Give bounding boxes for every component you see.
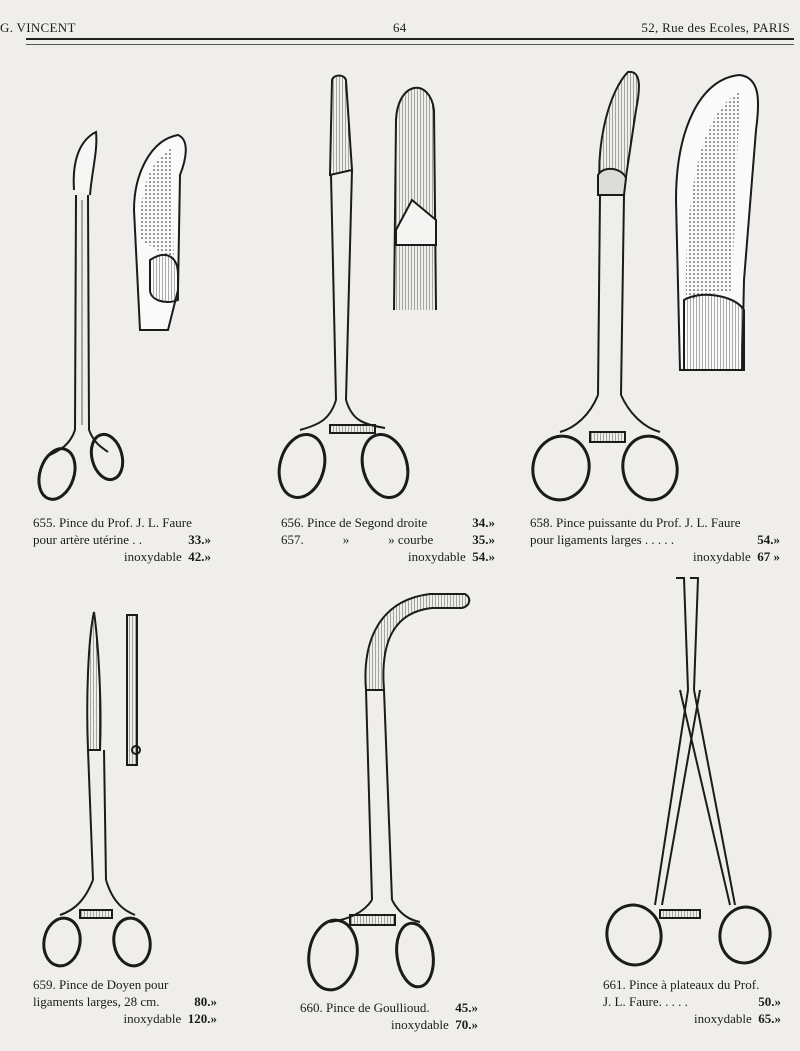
price-660: 45.» — [455, 1000, 478, 1015]
caption-660-line2: inoxydable — [390, 1017, 449, 1032]
caption-656 — [281, 514, 495, 565]
price-659-inox: 120.» — [187, 1011, 217, 1026]
header-right: 52, Rue des Ecoles, PARIS — [641, 20, 790, 35]
caption-657-text: » courbe — [388, 532, 434, 547]
caption-659 — [33, 976, 217, 1027]
caption-655 — [33, 514, 211, 565]
caption-658-line1: 658. Pince puissante du Prof. J. L. Faure — [530, 515, 741, 530]
caption-658-line3: inoxydable — [692, 549, 751, 564]
price-656: 34.» — [472, 515, 495, 530]
caption-655-line2: pour artère utérine . . — [33, 532, 143, 547]
price-658-inox: 67 » — [757, 549, 780, 564]
caption-658-line2: pour ligaments larges . . . . . — [530, 532, 675, 547]
price-659: 80.» — [194, 994, 217, 1009]
caption-655-line1: 655. Pince du Prof. J. L. Faure — [33, 515, 192, 530]
caption-656-line3: inoxydable — [407, 549, 466, 564]
caption-656-line1: 656. Pince de Segond droite — [281, 515, 428, 530]
caption-657-number: 657. — [281, 532, 304, 547]
price-657: 35.» — [472, 532, 495, 547]
forceps-656-image — [272, 76, 436, 503]
caption-659-line1: 659. Pince de Doyen pour — [33, 977, 169, 992]
caption-659-line2: ligaments larges, 28 cm. — [33, 994, 160, 1009]
caption-660 — [300, 999, 478, 1033]
forceps-655-image — [33, 132, 186, 504]
price-661: 50.» — [758, 994, 781, 1009]
forceps-659-image — [40, 612, 154, 969]
price-660-inox: 70.» — [455, 1017, 478, 1032]
price-655: 33.» — [188, 532, 211, 547]
price-656-inox: 54.» — [472, 549, 495, 564]
caption-660-line1: 660. Pince de Goullioud. — [300, 1000, 430, 1015]
page-number: 64 — [393, 20, 407, 35]
caption-661-line1: 661. Pince à plateaux du Prof. — [603, 977, 760, 992]
caption-658 — [530, 514, 780, 565]
header-left: G. VINCENT — [0, 20, 76, 35]
caption-661-line3: inoxydable — [693, 1011, 752, 1026]
caption-659-line3: inoxydable — [123, 1011, 182, 1026]
price-658: 54.» — [757, 532, 780, 547]
caption-655-line3: inoxydable — [123, 549, 182, 564]
forceps-660-image — [304, 594, 469, 993]
price-655-inox: 42.» — [188, 549, 211, 564]
price-661-inox: 65.» — [758, 1011, 781, 1026]
forceps-658-image — [528, 72, 758, 505]
caption-661 — [603, 976, 781, 1027]
caption-661-line2: J. L. Faure. . . . . — [603, 994, 688, 1009]
forceps-661-image — [602, 578, 774, 969]
caption-657-ditto: » — [342, 532, 350, 547]
